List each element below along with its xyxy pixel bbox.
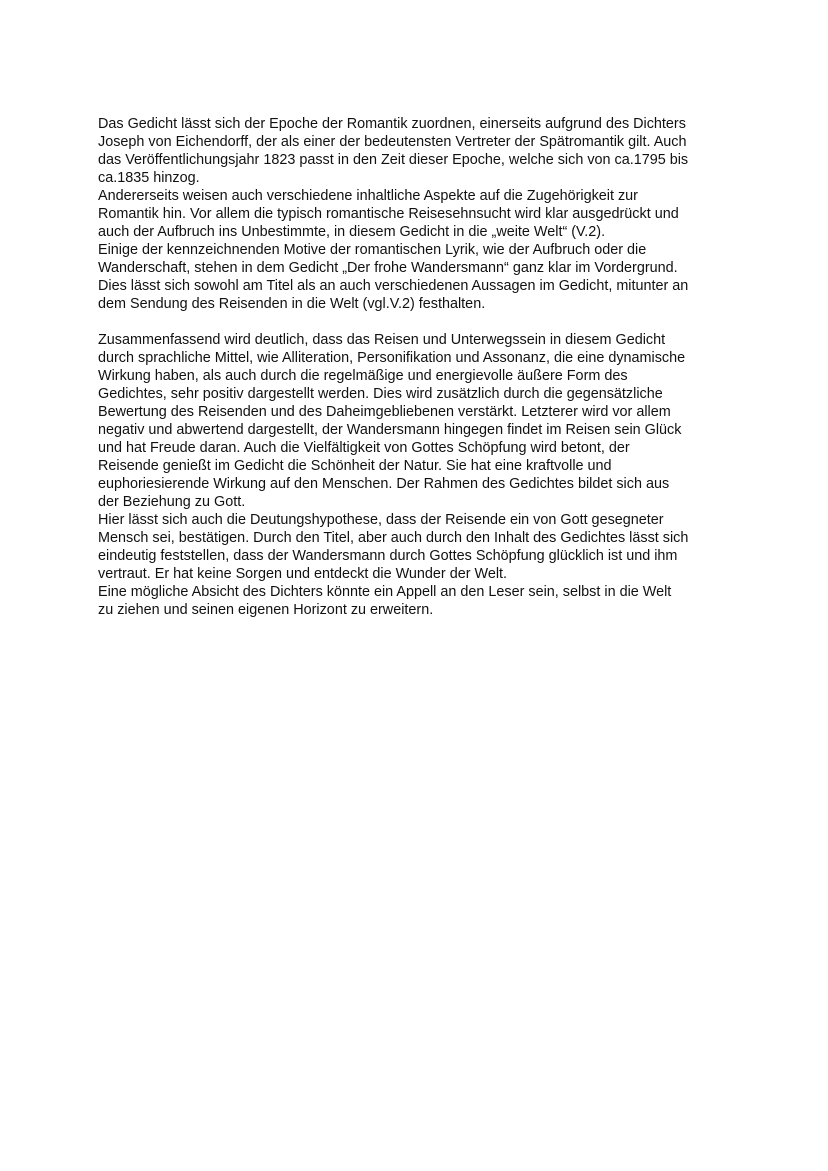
text-line: Bewertung des Reisenden und des Daheimgebliebenen verstärkt. Letzterer wird vor allem [98, 404, 671, 420]
paragraph-spacer [98, 313, 738, 331]
text-line: Zusammenfassend wird deutlich, dass das Reisen und Unterwegssein in diesem Gedicht [98, 332, 666, 348]
paragraph-intention [98, 583, 738, 619]
text-line: euphoriesierende Wirkung auf den Menschen. Der Rahmen des Gedichtes bildet sich aus [98, 476, 670, 492]
text-line: Einige der kennzeichnenden Motive der romantischen Lyrik, wie der Aufbruch oder die [98, 242, 647, 258]
text-line: durch sprachliche Mittel, wie Alliteration, Personifikation und Assonanz, die eine dynamische [98, 350, 686, 366]
text-line: Andererseits weisen auch verschiedene inhaltliche Aspekte auf die Zugehörigkeit zur [98, 188, 638, 204]
text-line: vertraut. Er hat keine Sorgen und entdeckt die Wunder der Welt. [98, 566, 508, 582]
text-line: das Veröffentlichungsjahr 1823 passt in den Zeit dieser Epoche, welche sich von ca.1795 bis [98, 152, 689, 168]
text-line: Dies lässt sich sowohl am Titel als an auch verschiedenen Aussagen im Gedicht, mitunter an [98, 278, 689, 294]
text-line: Reisende genießt im Gedicht die Schönheit der Natur. Sie hat eine kraftvolle und [98, 458, 612, 474]
document-body [98, 115, 738, 619]
text-line: Wirkung haben, als auch durch die regelmäßige und energievolle äußere Form des [98, 368, 628, 384]
text-line: Wanderschaft, stehen in dem Gedicht „Der frohe Wandersmann“ ganz klar im Vordergrund. [98, 260, 678, 276]
text-line: und hat Freude daran. Auch die Vielfältigkeit von Gottes Schöpfung wird betont, der [98, 440, 630, 456]
text-line: der Beziehung zu Gott. [98, 494, 246, 510]
text-line: Joseph von Eichendorff, der als einer der bedeutensten Vertreter der Spätromantik gilt. Auch [98, 134, 687, 150]
text-line: dem Sendung des Reisenden in die Welt (vgl.V.2) festhalten. [98, 296, 486, 312]
text-line: Das Gedicht lässt sich der Epoche der Romantik zuordnen, einerseits aufgrund des Dichters [98, 116, 686, 132]
paragraph-epoch-intro [98, 115, 738, 187]
paragraph-hypothesis [98, 511, 738, 583]
text-line: Eine mögliche Absicht des Dichters könnte ein Appell an den Leser sein, selbst in die Welt [98, 584, 672, 600]
paragraph-motifs [98, 241, 738, 313]
text-line: ca.1835 hinzog. [98, 170, 200, 186]
text-line: negativ und abwertend dargestellt, der Wandersmann hingegen findet im Reisen sein Glück [98, 422, 682, 438]
text-line: Mensch sei, bestätigen. Durch den Titel, aber auch durch den Inhalt des Gedichtes lässt sich [98, 530, 689, 546]
text-line: Gedichtes, sehr positiv dargestellt werden. Dies wird zusätzlich durch die gegensätzliche [98, 386, 663, 402]
text-line: auch der Aufbruch ins Unbestimmte, in diesem Gedicht in die „weite Welt“ (V.2). [98, 224, 606, 240]
paragraph-content-aspects [98, 187, 738, 241]
text-line: Hier lässt sich auch die Deutungshypothese, dass der Reisende ein von Gott gesegneter [98, 512, 664, 528]
text-line: zu ziehen und seinen eigenen Horizont zu erweitern. [98, 602, 434, 618]
text-line: Romantik hin. Vor allem die typisch romantische Reisesehnsucht wird klar ausgedrückt und [98, 206, 679, 222]
text-line: eindeutig feststellen, dass der Wandersmann durch Gottes Schöpfung glücklich ist und ihm [98, 548, 678, 564]
paragraph-summary [98, 331, 738, 511]
